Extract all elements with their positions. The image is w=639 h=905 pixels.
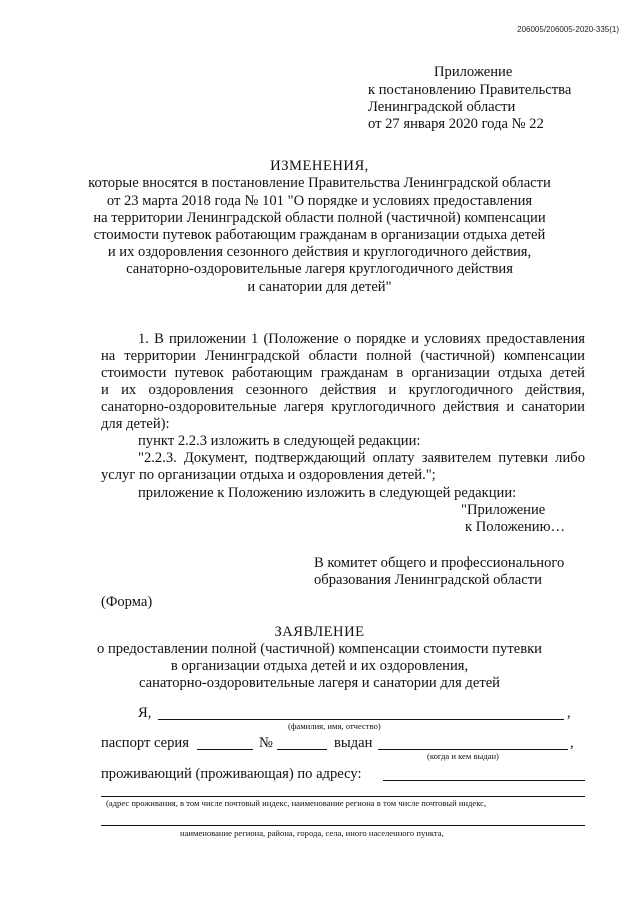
title-line: от 23 марта 2018 года № 101 "О порядке и условиях предоставления: [106, 193, 533, 209]
residing-label: проживающий (проживающая) по адресу:: [101, 766, 362, 782]
application-subtitle-line: санаторно-оздоровительные лагеря и санатории для детей: [138, 675, 500, 691]
issued-by-hint: (когда и кем выдан): [427, 751, 499, 761]
paragraph-line: стоимости путевок работающим гражданам в организации отдыха детей: [101, 365, 585, 381]
title-line: на территории Ленинградской области полной (частичной) компенсации: [93, 210, 546, 226]
ya-label: Я,: [138, 705, 152, 721]
address-field[interactable]: [383, 780, 585, 781]
paragraph-line: на территории Ленинградской области полной (частичной) компенсации: [101, 348, 585, 364]
comma: ,: [570, 735, 574, 751]
quote-line: "2.2.3. Документ, подтверждающий оплату заявителем путевки либо: [138, 450, 585, 466]
passport-series-field[interactable]: [197, 749, 253, 750]
address-field-line-3[interactable]: [101, 825, 585, 826]
punkt-instruction: пункт 2.2.3 изложить в следующей редакции:: [138, 433, 421, 449]
addressee-line: В комитет общего и профессионального: [314, 555, 565, 571]
passport-number-label: №: [259, 735, 273, 751]
quote-line: услуг по организации отдыха и оздоровления детей.";: [101, 467, 436, 483]
title-line: и санатории для детей": [247, 279, 392, 295]
appendix-quote-line: "Приложение: [461, 502, 546, 518]
paragraph-line: и их оздоровления сезонного действия и круглогодичного действия,: [101, 382, 585, 398]
full-name-hint: (фамилия, имя, отчество): [288, 721, 381, 731]
header-line-region: Ленинградской области: [368, 99, 516, 115]
header-line-resolution: к постановлению Правительства: [368, 82, 572, 98]
document-id: 206005/206005-2020-335(1): [517, 25, 619, 34]
addressee-line: образования Ленинградской области: [314, 572, 542, 588]
appendix-instruction: приложение к Положению изложить в следующей редакции:: [138, 485, 517, 501]
comma: ,: [567, 705, 571, 721]
title-line: санаторно-оздоровительные лагеря круглогодичного действия: [126, 261, 513, 277]
form-label: (Форма): [101, 594, 153, 610]
appendix-quote-line: к Положению…: [465, 519, 566, 535]
address-field-line-2[interactable]: [101, 796, 585, 797]
changes-heading: ИЗМЕНЕНИЯ,: [270, 158, 369, 174]
title-line: стоимости путевок работающим гражданам в организации отдыха детей: [93, 227, 546, 243]
region-hint: наименование региона, района, города, села, иного населенного пункта,: [180, 828, 444, 838]
address-hint: (адрес проживания, в том числе почтовый индекс, наименование региона в том числе почтовый индекс,: [106, 798, 487, 808]
full-name-field[interactable]: [158, 719, 564, 720]
issued-label: выдан: [334, 735, 373, 751]
passport-number-field[interactable]: [277, 749, 327, 750]
passport-series-label: паспорт серия: [101, 735, 189, 751]
paragraph-line: санаторно-оздоровительные лагеря круглогодичного действия и санатории: [101, 399, 585, 415]
title-line: и их оздоровления сезонного действия и круглогодичного действия,: [107, 244, 532, 260]
paragraph-line: для детей):: [101, 416, 170, 432]
paragraph-line: 1. В приложении 1 (Положение о порядке и условиях предоставления: [138, 331, 585, 347]
title-line: которые вносятся в постановление Правительства Ленинградской области: [88, 175, 551, 191]
header-line-appendix: Приложение: [434, 64, 513, 80]
issued-by-field[interactable]: [378, 749, 568, 750]
application-subtitle-line: в организации отдыха детей и их оздоровления,: [170, 658, 469, 674]
application-heading: ЗАЯВЛЕНИЕ: [274, 624, 365, 640]
application-subtitle-line: о предоставлении полной (частичной) компенсации стоимости путевки: [97, 641, 542, 657]
header-line-date: от 27 января 2020 года № 22: [368, 116, 544, 132]
